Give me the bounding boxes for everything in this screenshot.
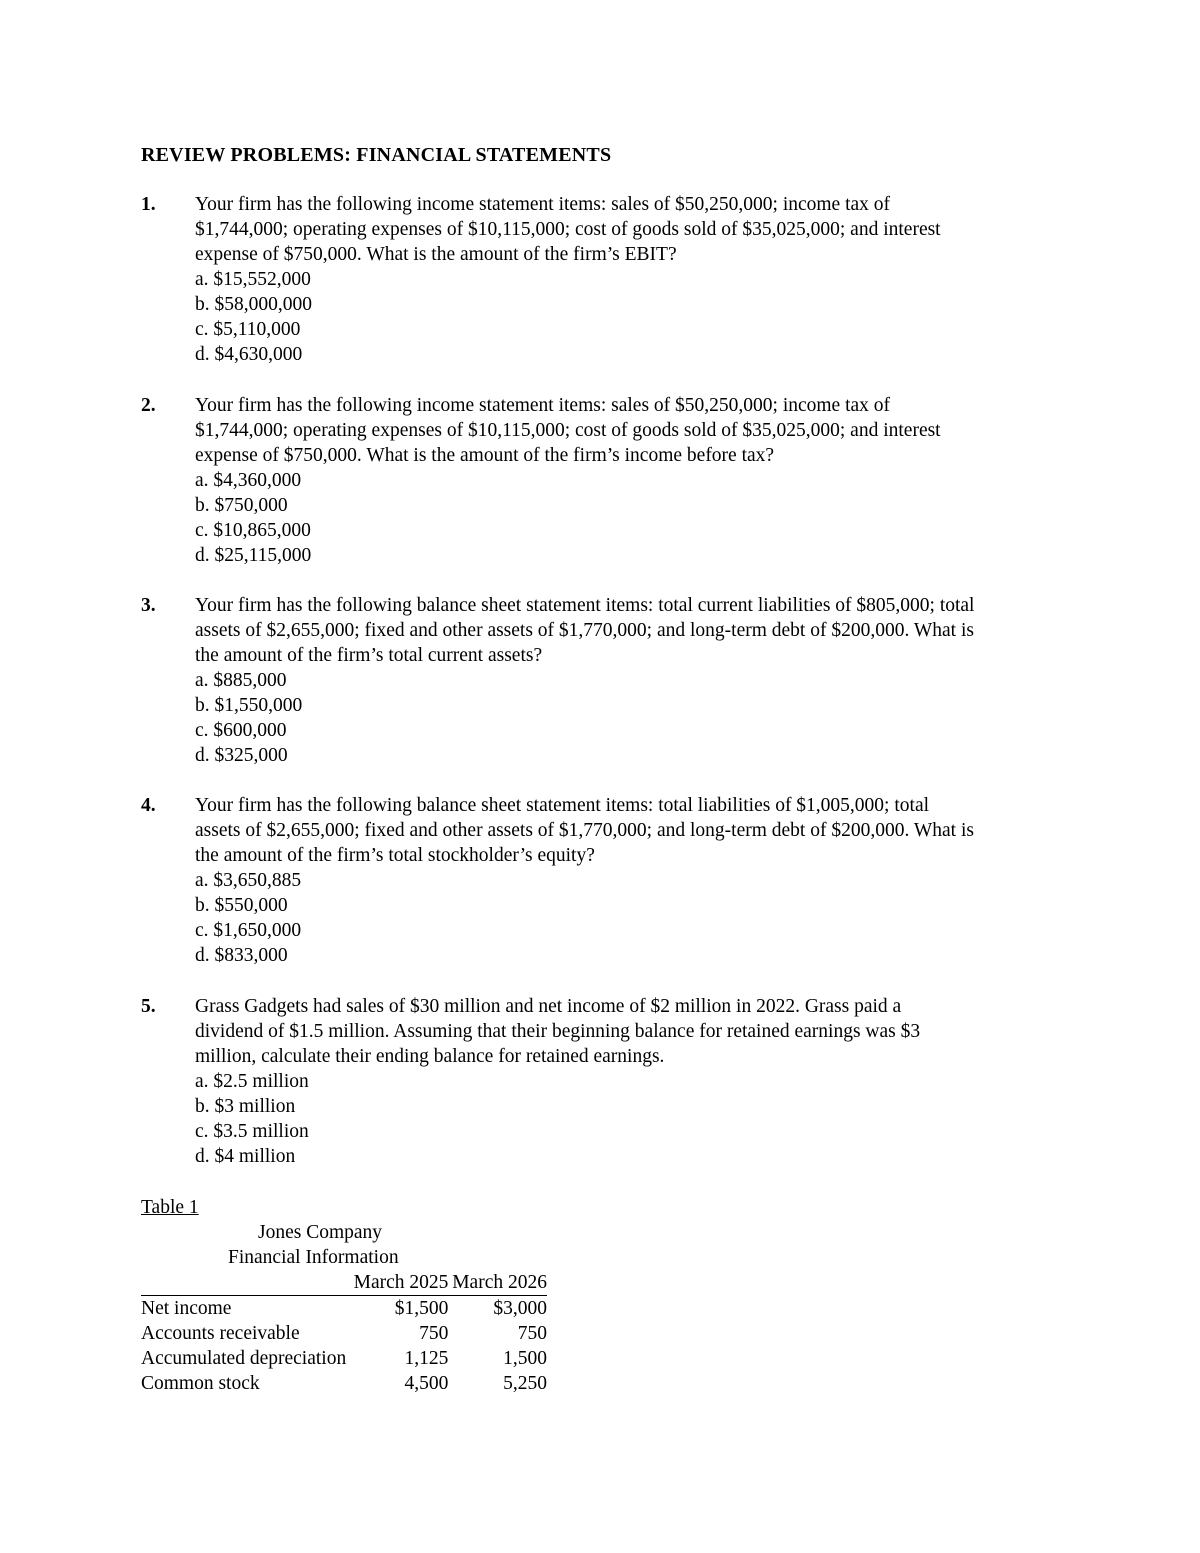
table-header-cell [141,1270,348,1296]
answer-option-a: a. $15,552,000 [195,269,311,290]
table-cell: 4,500 [404,1373,449,1394]
answer-option-c: c. $10,865,000 [195,520,311,541]
question-body [195,192,1035,367]
table-label: Table 1 [141,1197,199,1218]
question-text-line: the amount of the firm’s total current assets? [195,645,543,666]
answer-option-a: a. $2.5 million [195,1071,309,1092]
question-body [195,393,1035,568]
table-cell: Accounts receivable [141,1323,300,1344]
question-text-line: Your firm has the following balance sheet statement items: total liabilities of $1,005,000; total [195,795,930,816]
table-cell: 1,125 [404,1348,449,1369]
answer-option-b: b. $3 million [195,1096,296,1117]
table-company-name: Jones Company [258,1222,383,1243]
answer-option-c: c. $3.5 million [195,1121,309,1142]
table-cell: $1,500 [394,1298,449,1319]
page-title: REVIEW PROBLEMS: FINANCIAL STATEMENTS [141,144,612,166]
table-cell: 5,250 [503,1373,547,1394]
question-text-line: expense of $750,000. What is the amount of the firm’s income before tax? [195,445,775,466]
question-text-line: Your firm has the following income statement items: sales of $50,250,000; income tax of [195,194,891,215]
question-body [195,793,1035,968]
table-header-cell: March 2025 [348,1270,448,1296]
answer-options [195,468,1035,568]
question-text-line: assets of $2,655,000; fixed and other assets of $1,770,000; and long-term debt of $200,000. What is [195,620,974,641]
answer-option-d: d. $4,630,000 [195,344,303,365]
table-subtitle: Financial Information [228,1247,399,1268]
answer-option-d: d. $4 million [195,1146,296,1167]
table-cell: $3,000 [493,1298,547,1319]
question-number: 3. [141,595,156,616]
table-row [141,1321,547,1346]
answer-option-b: b. $550,000 [195,895,288,916]
question-number: 1. [141,194,156,215]
answer-option-d: d. $25,115,000 [195,545,312,566]
answer-options [195,1069,1035,1169]
table-header-cell: March 2026 [448,1270,547,1296]
answer-option-a: a. $4,360,000 [195,470,302,491]
answer-option-b: b. $58,000,000 [195,294,312,315]
table-row [141,1296,547,1322]
question-text-line: $1,744,000; operating expenses of $10,115,000; cost of goods sold of $35,025,000; and interest [195,420,941,441]
answer-options [195,668,1035,768]
table-cell: 750 [419,1323,449,1344]
question-number: 4. [141,795,156,816]
question-body [195,994,1035,1169]
question-text-line: $1,744,000; operating expenses of $10,115,000; cost of goods sold of $35,025,000; and interest [195,219,941,240]
question-number: 5. [141,996,156,1017]
answer-option-c: c. $5,110,000 [195,319,301,340]
table-cell: Accumulated depreciation [141,1348,347,1369]
answer-options [195,267,1035,367]
table-cell: 1,500 [503,1348,547,1369]
table-cell: 750 [517,1323,547,1344]
table-cell: Common stock [141,1373,260,1394]
answer-option-b: b. $750,000 [195,495,288,516]
question-body [195,593,1035,768]
question-text-line: million, calculate their ending balance for retained earnings. [195,1046,665,1067]
answer-option-c: c. $1,650,000 [195,920,302,941]
answer-option-a: a. $3,650,885 [195,870,302,891]
answer-option-d: d. $325,000 [195,745,288,766]
question-text-line: assets of $2,655,000; fixed and other assets of $1,770,000; and long-term debt of $200,000. What is [195,820,974,841]
question-text-line: the amount of the firm’s total stockholder’s equity? [195,845,595,866]
question-text-line: Your firm has the following income statement items: sales of $50,250,000; income tax of [195,395,891,416]
answer-option-b: b. $1,550,000 [195,695,303,716]
answer-option-d: d. $833,000 [195,945,288,966]
answer-option-a: a. $885,000 [195,670,287,691]
table-header-row [141,1270,547,1296]
question-text-line: dividend of $1.5 million. Assuming that their beginning balance for retained earnings was $3 [195,1021,921,1042]
question-text-line: expense of $750,000. What is the amount of the firm’s EBIT? [195,244,677,265]
question-text-line: Grass Gadgets had sales of $30 million and net income of $2 million in 2022. Grass paid a [195,996,902,1017]
financial-table [141,1270,547,1396]
table-cell: Net income [141,1298,232,1319]
question-number: 2. [141,395,156,416]
question-text-line: Your firm has the following balance sheet statement items: total current liabilities of $805,000; total [195,595,975,616]
table-row [141,1371,547,1396]
answer-option-c: c. $600,000 [195,720,287,741]
table-row [141,1346,547,1371]
answer-options [195,868,1035,968]
